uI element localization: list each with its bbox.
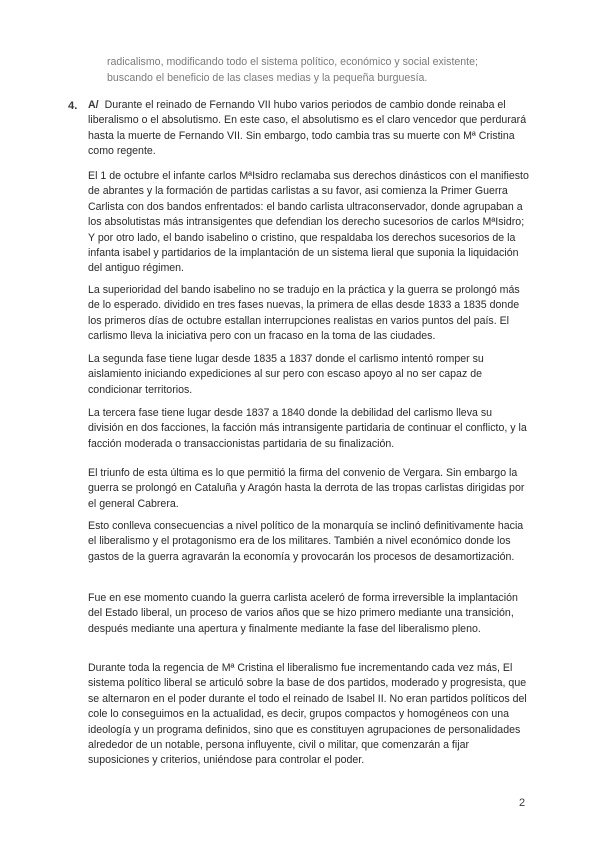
paragraph-5: El triunfo de esta última es lo que permitió la firma del convenio de Vergara. Sin embargo la guerra se prolongó en Cataluña y Aragón hasta la derrota de las tropas carlistas dirigidas por el general Cabrera. — [88, 467, 525, 510]
question-number: 4. — [68, 100, 78, 112]
paragraph-2: La superioridad del bando isabelino no se tradujo en la práctica y la guerra se prolongó más de lo esperado. dividido en tres fases nuevas, la primera de ellas desde 1833 a 1835 donde los primeros días de octubre estallan interrupciones realistas en varios puntos del país. El carlismo lleva la iniciativa pero con un fracaso en la toma de las ciudades. — [88, 284, 520, 343]
page-number: 2 — [519, 797, 526, 809]
answer-text: Durante el reinado de Fernando VII hubo varios periodos de cambio donde reinaba el liberalismo o el absolutismo. En este caso, el absolutismo es el claro vencedor que perdurará hasta la muerte de Fernando VII. Sin embargo, todo cambia tras su muerte con Mª Cristina como regente. — [88, 99, 527, 158]
question-answer — [88, 98, 528, 160]
paragraph-1: El 1 de octubre el infante carlos MªIsidro reclamaba sus derechos dinásticos con el manifiesto de abrantes y la formación de partidas carlistas a su favor, asi comienza la Primer Guerra Carlista con dos bandos enfrentados: el bando carlista ultraconservador, donde agrupaban a los absolutistas más intransigentes que defendian los derecho sucesorios de carlos MªIsidro; Y por otro lado, el bando isabelino o cristino, que respaldaba los derechos sucesorios de la infanta isabel y partidarios de la implantación de un sistema lieral que suponia la liquidación del antiguo régimen. — [88, 170, 529, 275]
answer-label: A/ — [88, 99, 99, 111]
paragraph-4: La tercera fase tiene lugar desde 1837 a 1840 donde la debilidad del carlismo lleva su división en dos facciones, la facción más intransigente partidaria de continuar el conflicto, y la facción moderada o transaccionistas partidaria de su finalización. — [88, 407, 527, 450]
paragraph-8: Durante toda la regencia de Mª Cristina el liberalismo fue incrementando cada vez más, El sistema político liberal se articuló sobre la base de dos partidos, moderado y progresista, que se alternaron en el poder durante el todo el reinado de Isabel II. No eran partidos políticos del cole lo conseguimos en la actualidad, es decir, grupos compactos y homogéneos con una ideología y un programa definidos, sino que es constituyen agrupaciones de personalidades alrededor de un notable, persona influyente, civil o militar, que comenzarán a fijar suposiciones y criterios, uniéndose para controlar el poder. — [88, 662, 527, 767]
paragraph-3: La segunda fase tiene lugar desde 1835 a 1837 donde el carlismo intentó romper su aislamiento iniciando expediciones al sur pero con escaso apoyo al no ser capaz de condicionar territorios. — [88, 353, 484, 396]
intro-paragraph: radicalismo, modificando todo el sistema político, económico y social existente; buscando el beneficio de las clases medias y la pequeña burguesía. — [107, 56, 478, 84]
paragraph-7: Fue en ese momento cuando la guerra carlista aceleró de forma irreversible la implantación del Estado liberal, un proceso de varios años que se hizo primero mediante una transición, después mediante una apertura y finalmente mediante la fase del liberalismo pleno. — [88, 592, 518, 635]
paragraph-6: Esto conlleva consecuencias a nivel político de la monarquía se inclinó definitivamente hacia el liberalismo y el protagonismo era de los militares. También a nivel económico donde los gastos de la guerra agravarán la economía y provocarán los procesos de desamortización. — [88, 520, 524, 563]
